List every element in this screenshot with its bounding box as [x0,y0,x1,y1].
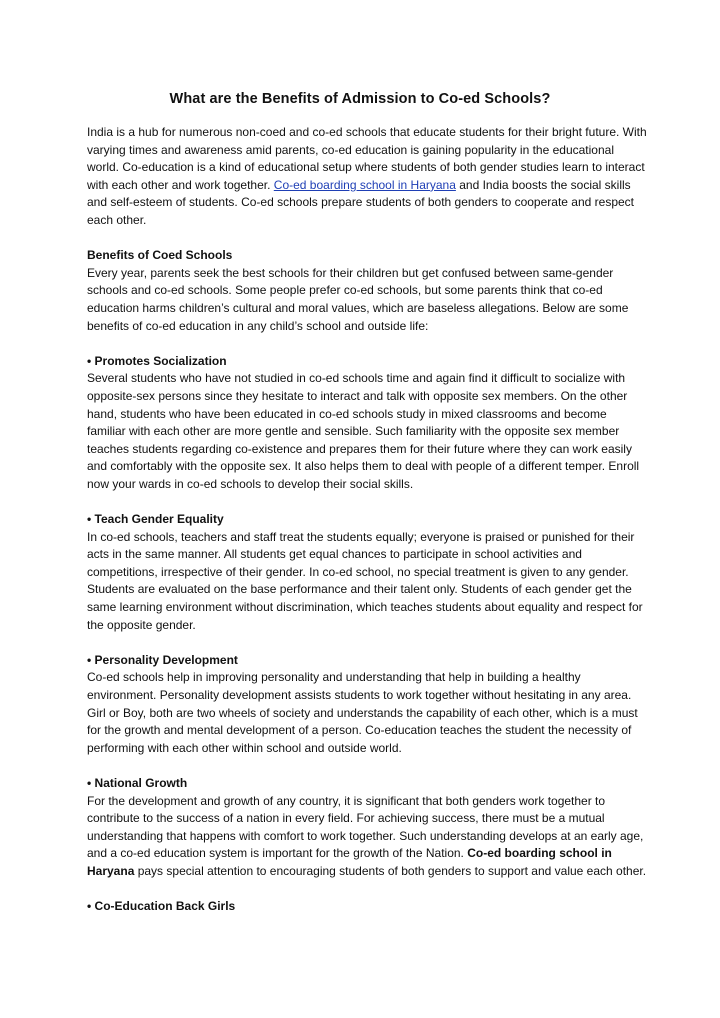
equality-paragraph: In co-ed schools, teachers and staff treat the students equally; everyone is praised or punished for their acts in the same manner. All students get equal chances to participate in school activities and competitions, irrespective of their gender. In co-ed school, no special treatment is given to any gender. Students are evaluated on the base performance and their talent only. Students of each gender get the same learning environment without discrimination, which teaches students about equality and respect for the opposite gender. [87,529,643,632]
paragraph-gap [87,230,647,248]
paragraph-gap [87,493,647,511]
national-growth-text-before: For the development and growth of any country, it is significant that both genders work together to contribute to the success of a nation in every field. For achieving success, there must be a mutual understanding that happens with comfort to work together. Such understanding develops at an early age, and a co-ed education system is important for the growth of the Nation. [87,793,644,861]
intro-text-before-link: India is a hub for numerous non-coed and co-ed schools that educate students for their bright future. With varying times and awareness amid parents, co-ed education is gaining popularity in the educational world. Co-education is a kind of educational setup where students of both gender studies learn to interact with each other and work together. [87,125,647,192]
haryana-school-link[interactable]: Co-ed boarding school in Haryana [273,177,456,192]
national-growth-bold-school: Co-ed boarding school in Haryana [87,846,612,878]
national-growth-heading: • National Growth [87,775,188,790]
page-title: What are the Benefits of Admission to Co-ed Schools? [169,91,551,107]
paragraph-gap [87,881,647,899]
paragraph-gap [87,335,647,353]
intro-text-after-link: and India boosts the social skills and self-esteem of students. Co-ed schools prepare students of both genders to cooperate and respect each other. [87,177,635,227]
document-body [87,124,647,916]
back-girls-heading: • Co-Education Back Girls [87,899,236,914]
paragraph-gap [87,634,647,652]
benefits-heading: Benefits of Coed Schools [87,248,233,263]
benefits-paragraph: Every year, parents seek the best schools for their children but get confused between same-gender schools and co-ed schools. Some people prefer co-ed schools, but some parents think that co-ed education harms children’s cultural and moral values, which are baseless allegations. Below are some benefits of co-ed education in any child’s school and outside life: [87,265,629,333]
national-growth-text-after: pays special attention to encouraging students of both genders to support and value each other. [134,863,647,878]
equality-heading: • Teach Gender Equality [87,512,224,527]
socialization-paragraph: Several students who have not studied in co-ed schools time and again find it difficult to socialize with opposite-sex persons since they hesitate to interact and talk with opposite sex members. On the other hand, students who have been educated in co-ed schools study in mixed classrooms and become familiar with each other are more gentle and sensible. Such familiarity with the opposite sex member teaches students regarding co-existence and prepares them for their future where they can work easily and comfortably with the opposite sex. It also helps them to deal with people of a different temper. Enroll now your wards in co-ed schools to develop their social skills. [87,371,640,491]
personality-paragraph: Co-ed schools help in improving personality and understanding that help in building a healthy environment. Personality development assists students to work together without hesitating in any area. Girl or Boy, both are two wheels of society and understands the capability of each other, which is a must for the growth and mental development of a person. Co-education teaches the student the necessity of performing with each other within school and outside world. [87,670,638,755]
socialization-heading: • Promotes Socialization [87,353,227,368]
paragraph-gap [87,757,647,775]
national-growth-paragraph [87,793,647,881]
intro-paragraph [87,124,647,230]
personality-heading: • Personality Development [87,652,238,667]
